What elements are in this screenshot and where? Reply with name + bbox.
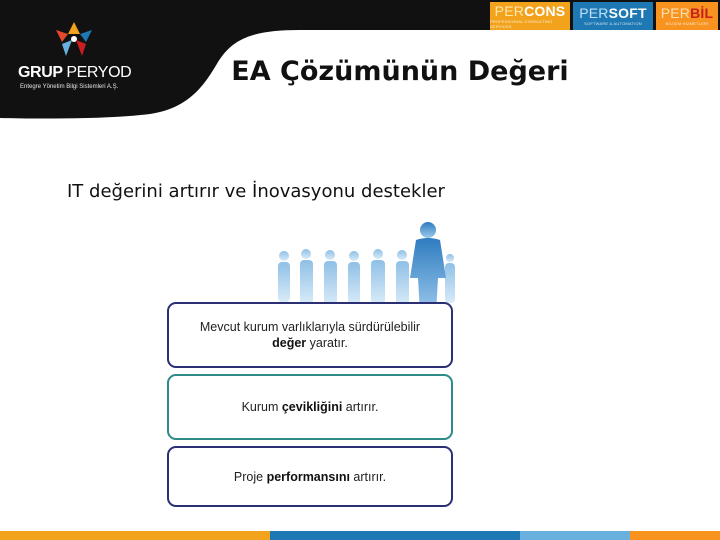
footer-bar-segment — [270, 531, 520, 540]
slide-subtitle: IT değerini artırır ve İnovasyonu destekler — [67, 181, 445, 202]
footer-bar-segment — [630, 531, 720, 540]
value-box-project-performance: Proje performansını artırır. — [167, 446, 453, 507]
value-box-agility: Kurum çevikliğini artırır. — [167, 374, 453, 440]
logo-tagline: Entegre Yönetim Bilgi Sistemleri A.Ş. — [20, 84, 119, 90]
footer-bar-segment — [520, 531, 630, 540]
footer-bar-segment — [0, 531, 270, 540]
logo-wordmark: GRUP PERYOD — [18, 64, 132, 81]
brand-persoft: PERSOFT SOFTWARE & AUTOMATION — [573, 2, 653, 30]
star-logo-icon — [52, 20, 96, 60]
value-box-sustainable-value: Mevcut kurum varlıklarıyla sürdürülebilir değer yaratır. — [167, 302, 453, 368]
slide-title: EA Çözümünün Değeri — [231, 56, 569, 87]
company-logo — [14, 18, 134, 98]
brand-perbil: PERBİL BİLİŞİM HİZMETLERİ — [656, 2, 718, 30]
footer-color-bar — [0, 531, 720, 540]
brand-percons: PERCONS PROFESSIONAL CONSULTING SERVICES — [490, 2, 570, 30]
